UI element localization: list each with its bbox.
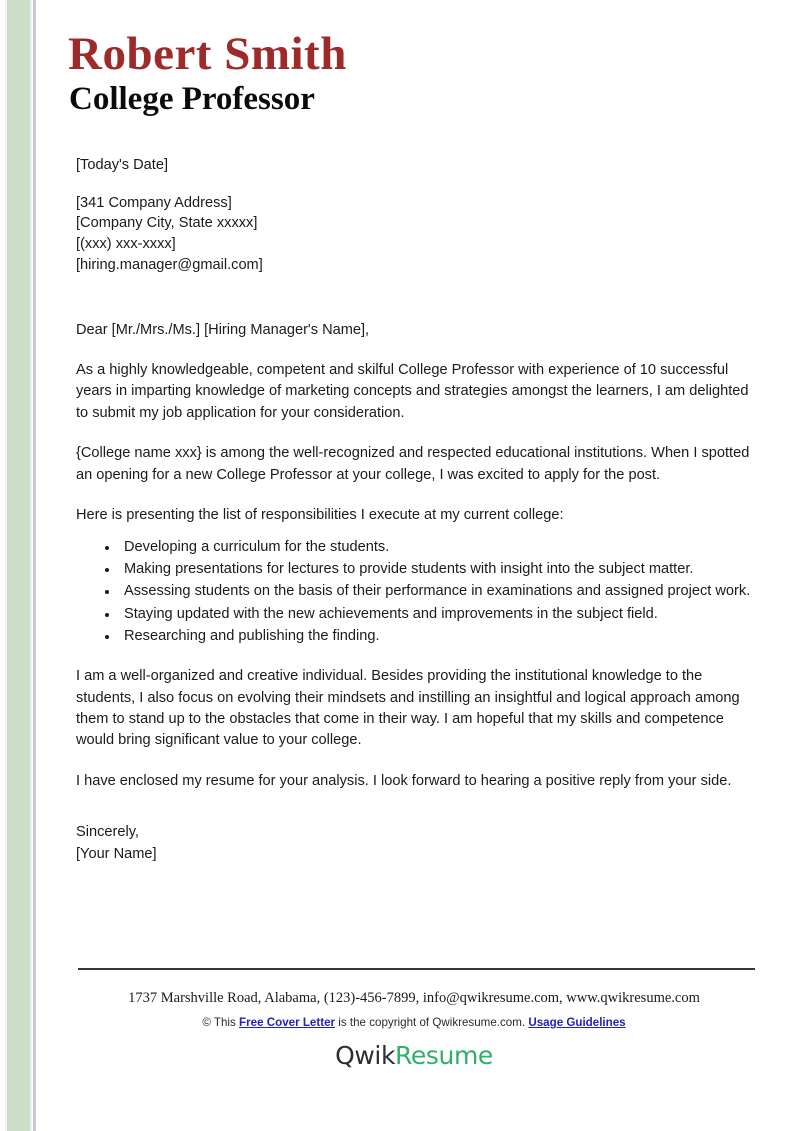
list-item: Making presentations for lectures to provide students with insight into the subject matter.	[76, 559, 764, 580]
signoff-text: Sincerely,	[76, 824, 139, 841]
recipient-address-block	[76, 193, 764, 276]
usage-guidelines-link[interactable]: Usage Guidelines	[528, 1016, 626, 1029]
footer-contact-line: 1737 Marshville Road, Alabama, (123)-456-7899, info@qwikresume.com, www.qwikresume.com	[128, 990, 700, 1006]
logo-text-resume: Resume	[395, 1041, 493, 1070]
applicant-name: Robert Smith	[68, 28, 347, 80]
list-item: Assessing students on the basis of their performance in examinations and assigned project work.	[76, 581, 764, 602]
recipient-street: [341 Company Address]	[76, 194, 232, 211]
letter-body	[64, 119, 764, 865]
paragraph-enclosure: I have enclosed my resume for your analysis. I look forward to hearing a positive reply from your side.	[76, 772, 732, 789]
recipient-city-state: [Company City, State xxxxx]	[76, 215, 258, 232]
paragraph-company: {College name xxx} is among the well-recognized and respected educational institutions. When I spotted an opening for a new College Professor at your college, I was excited to apply for the post.	[76, 445, 750, 483]
logo-text-qwik: Qwik	[335, 1041, 396, 1070]
footer-divider	[78, 968, 755, 970]
signature-block	[76, 822, 764, 865]
list-item: Developing a curriculum for the students.	[76, 537, 764, 558]
duties-list	[76, 537, 764, 647]
list-item: Researching and publishing the finding.	[76, 626, 764, 647]
recipient-phone: [(xxx) xxx-xxxx]	[76, 236, 176, 253]
copyright-middle: is the copyright of Qwikresume.com.	[335, 1016, 529, 1029]
letter-content	[64, 0, 764, 865]
paragraph-intro: As a highly knowledgeable, competent and skilful College Professor with experience of 10 successful years in imparting knowledge of marketing concepts and strategies amongst the learners, I am delighted to submit my job application for your consideration.	[76, 362, 749, 421]
footer-inner	[0, 990, 800, 1070]
paragraph-qualities: I am a well-organized and creative individual. Besides providing the institutional knowledge to the students, I also focus on evolving their mindsets and instilling an insightful and logical approach among them to stand up to the obstacles that come in their way. I am hopeful that my skills and competence would bring significant value to your college.	[76, 668, 740, 749]
footer-copyright-line	[0, 1016, 800, 1029]
salutation: Dear [Mr./Mrs./Ms.] [Hiring Manager's Name],	[76, 321, 370, 338]
signature-name: [Your Name]	[76, 845, 157, 862]
copyright-prefix: © This	[202, 1016, 240, 1029]
free-cover-letter-link[interactable]: Free Cover Letter	[239, 1016, 336, 1029]
applicant-job-title: College Professor	[69, 81, 315, 118]
duties-intro: Here is presenting the list of responsibilities I execute at my current college:	[76, 507, 564, 524]
date-placeholder: [Today's Date]	[76, 157, 169, 174]
list-item: Staying updated with the new achievements and improvements in the subject field.	[76, 604, 764, 625]
decorative-side-stripe	[5, 0, 32, 1131]
qwikresume-logo	[0, 1041, 800, 1070]
recipient-email: [hiring.manager@gmail.com]	[76, 256, 263, 273]
decorative-side-stripe-shadow	[33, 0, 36, 1131]
